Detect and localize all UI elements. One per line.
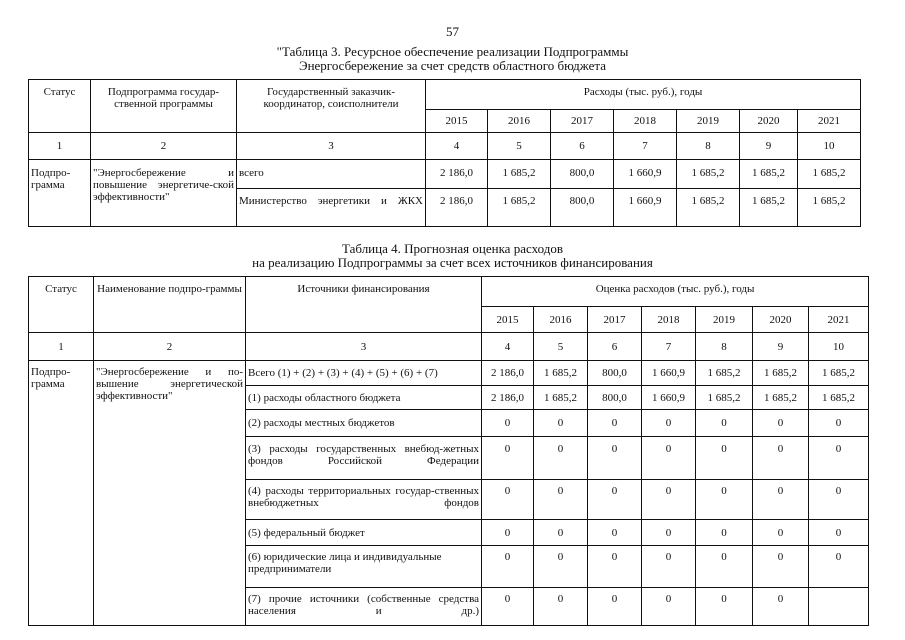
value-cell: 1 685,2 [534,386,588,410]
value-cell: 0 [534,410,588,437]
value-cell: 0 [696,588,753,626]
table3-caption-line2: Энергосбережение за счет средств областного бюджета [299,58,606,73]
value-cell: 0 [482,480,534,520]
year-2021: 2021 [809,307,869,333]
column-number: 9 [753,333,809,361]
value-cell: 0 [482,546,534,588]
column-number: 2 [94,333,246,361]
value-cell: 0 [642,546,696,588]
value-cell: 1 685,2 [753,361,809,386]
header-status: Статус [29,80,91,133]
value-cell: 0 [696,437,753,480]
table-row [29,160,861,189]
value-cell: 800,0 [551,189,614,227]
source-label: (2) расходы местных бюджетов [246,410,482,437]
value-cell: 1 685,2 [798,160,861,189]
value-cell: 0 [482,520,534,546]
value-cell: 0 [809,480,869,520]
page-number: 57 [446,24,459,39]
column-number: 10 [809,333,869,361]
value-cell: 1 685,2 [488,160,551,189]
year-2018: 2018 [614,110,677,133]
value-cell: 2 186,0 [482,386,534,410]
column-number: 9 [740,133,798,160]
table-row [29,361,869,386]
value-cell: 0 [534,437,588,480]
value-cell: 1 660,9 [614,189,677,227]
value-cell: 1 685,2 [809,386,869,410]
year-2016: 2016 [534,307,588,333]
value-cell: 0 [753,588,809,626]
value-cell: 0 [588,520,642,546]
source-label: (6) юридические лица и индивидуальные предприниматели [246,546,482,588]
table4-caption-line2: на реализацию Подпрограммы за счет всех источников финансирования [252,255,653,270]
value-cell: 0 [809,437,869,480]
column-number: 4 [426,133,488,160]
column-number: 3 [246,333,482,361]
source-label: (3) расходы государственных внебюд-жетных фондов Российской Федерации [246,437,482,480]
subprogram-name-cell: "Энергосбережение и повышение энергетиче-ской эффективности" [91,160,237,227]
value-cell: 0 [809,520,869,546]
year-2021: 2021 [798,110,861,133]
value-cell: 0 [534,546,588,588]
year-2017: 2017 [551,110,614,133]
column-number: 6 [588,333,642,361]
value-cell: 1 685,2 [696,386,753,410]
column-number: 7 [614,133,677,160]
year-2015: 2015 [426,110,488,133]
value-cell: 0 [588,437,642,480]
column-number: 3 [237,133,426,160]
value-cell: 1 685,2 [488,189,551,227]
value-cell: 0 [809,410,869,437]
value-cell: 0 [753,546,809,588]
resource-table [28,79,861,227]
value-cell: 0 [642,410,696,437]
value-cell [809,588,869,626]
table4-caption [0,242,905,270]
value-cell: 0 [588,546,642,588]
column-number: 2 [91,133,237,160]
value-cell: 0 [534,588,588,626]
column-number: 10 [798,133,861,160]
value-cell: 0 [482,588,534,626]
source-label: (4) расходы территориальных государ-ственных внебюджетных фондов [246,480,482,520]
value-cell: 0 [642,437,696,480]
value-cell: 1 685,2 [696,361,753,386]
value-cell: 0 [753,520,809,546]
value-cell: 2 186,0 [426,160,488,189]
row-label: Министерство энергетики и ЖКХ [237,189,426,227]
source-label: (7) прочие источники (собственные средства населения и др.) [246,588,482,626]
table3-caption [0,45,905,73]
year-2018: 2018 [642,307,696,333]
column-number: 8 [696,333,753,361]
year-2020: 2020 [740,110,798,133]
value-cell: 0 [642,588,696,626]
header-sources: Источники финансирования [246,277,482,333]
status-cell: Подпро-грамма [29,361,94,626]
column-number-row [29,133,861,160]
value-cell: 1 685,2 [740,160,798,189]
source-label: (1) расходы областного бюджета [246,386,482,410]
value-cell: 0 [753,410,809,437]
value-cell: 2 186,0 [426,189,488,227]
value-cell: 0 [534,480,588,520]
status-cell: Подпро-грамма [29,160,91,227]
value-cell: 0 [642,480,696,520]
value-cell: 0 [482,437,534,480]
row-label: всего [237,160,426,189]
year-2017: 2017 [588,307,642,333]
value-cell: 0 [482,410,534,437]
value-cell: 0 [696,410,753,437]
value-cell: 0 [588,480,642,520]
value-cell: 1 660,9 [614,160,677,189]
header-estimate: Оценка расходов (тыс. руб.), годы [482,277,869,307]
year-2015: 2015 [482,307,534,333]
value-cell: 1 660,9 [642,386,696,410]
value-cell: 0 [642,520,696,546]
value-cell: 0 [753,480,809,520]
column-number: 1 [29,333,94,361]
column-number: 7 [642,333,696,361]
value-cell: 0 [588,410,642,437]
year-2016: 2016 [488,110,551,133]
value-cell: 800,0 [588,361,642,386]
year-2019: 2019 [677,110,740,133]
value-cell: 1 660,9 [642,361,696,386]
forecast-table [28,276,869,626]
value-cell: 800,0 [588,386,642,410]
column-number: 5 [488,133,551,160]
year-2019: 2019 [696,307,753,333]
column-number: 1 [29,133,91,160]
column-number: 5 [534,333,588,361]
value-cell: 2 186,0 [482,361,534,386]
header-name: Наименование подпро-граммы [94,277,246,333]
column-number: 4 [482,333,534,361]
value-cell: 1 685,2 [677,160,740,189]
value-cell: 1 685,2 [809,361,869,386]
source-label: (5) федеральный бюджет [246,520,482,546]
value-cell: 1 685,2 [753,386,809,410]
value-cell: 0 [696,480,753,520]
column-number: 8 [677,133,740,160]
value-cell: 0 [534,520,588,546]
value-cell: 1 685,2 [740,189,798,227]
value-cell: 0 [588,588,642,626]
value-cell: 0 [696,520,753,546]
subprogram-name-cell: "Энергосбережение и по-вышение энергетической эффективности" [94,361,246,626]
value-cell: 1 685,2 [798,189,861,227]
header-status: Статус [29,277,94,333]
value-cell: 1 685,2 [677,189,740,227]
value-cell: 1 685,2 [534,361,588,386]
year-2020: 2020 [753,307,809,333]
value-cell: 0 [696,546,753,588]
header-expenses: Расходы (тыс. руб.), годы [426,80,861,110]
table4-caption-line1: Таблица 4. Прогнозная оценка расходов [342,241,563,256]
header-customer: Государственный заказчик-координатор, соисполнители [237,80,426,133]
header-subprogram: Подпрограмма государ-ственной программы [91,80,237,133]
source-label: Всего (1) + (2) + (3) + (4) + (5) + (6) + (7) [246,361,482,386]
value-cell: 800,0 [551,160,614,189]
table3-caption-line1: "Таблица 3. Ресурсное обеспечение реализации Подпрограммы [276,44,629,59]
value-cell: 0 [809,546,869,588]
column-number-row [29,333,869,361]
column-number: 6 [551,133,614,160]
value-cell: 0 [753,437,809,480]
